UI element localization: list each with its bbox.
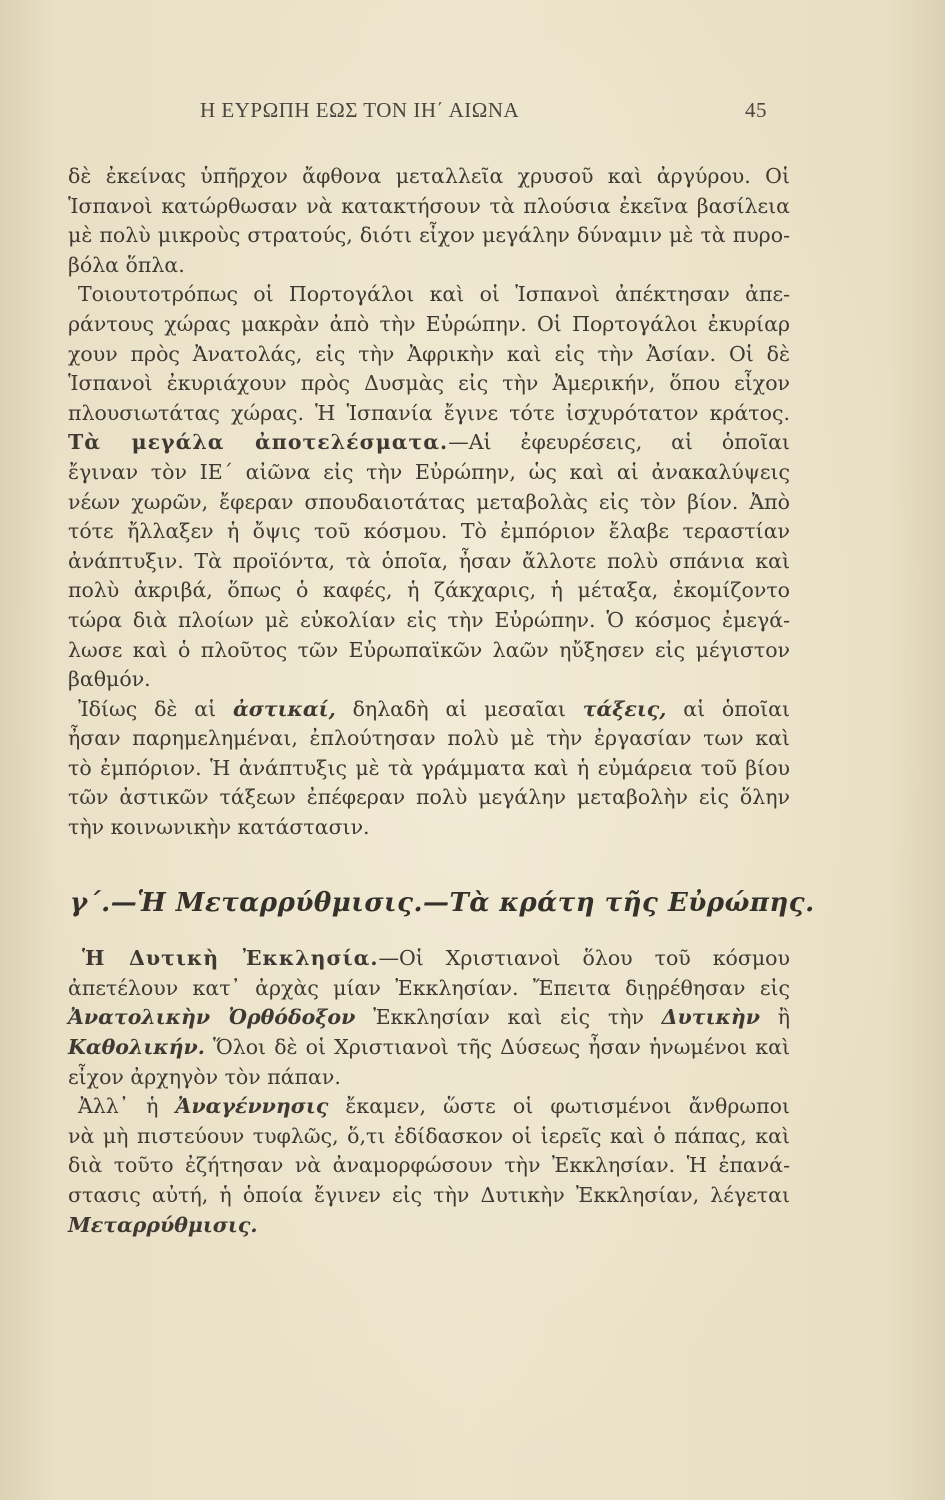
text-line: λωσε καὶ ὁ πλοῦτος τῶν Εὐρωπαϊκῶν λαῶν ηὔξησεν εἰς μέγιστον — [68, 637, 790, 662]
text-run: Ἐκκλησίαν καὶ εἰς τὴν — [355, 1005, 662, 1030]
text-line: χουν πρὸς Ἀνατολάς, εἰς τὴν Ἀφρικὴν καὶ εἰς τὴν Ἀσίαν. Οἱ δὲ — [68, 341, 790, 366]
text-line: βόλα ὅπλα. — [68, 252, 185, 277]
text-line: πολὺ ἀκριβά, ὅπως ὁ καφές, ἡ ζάκχαρις, ἡ μέταξα, ἐκομίζοντο — [68, 578, 790, 603]
section-spacer — [68, 843, 790, 889]
subheading-western-church: Ἡ Δυτικὴ Ἐκκλησία. — [82, 946, 379, 971]
text-line: βαθμόν. — [68, 667, 151, 692]
text-run: δηλαδὴ αἱ μεσαῖαι — [335, 696, 583, 721]
running-header — [0, 98, 945, 128]
text-run: Ἀλλ᾽ ἡ — [78, 1094, 176, 1119]
text-line: διὰ τοῦτο ἐζήτησαν νὰ ἀναμορφώσουν τὴν Ἐκκλησίαν. Ἡ ἐπανά- — [68, 1153, 790, 1178]
text-line: νέων χωρῶν, ἔφεραν σπουδαιοτάτας μεταβολὰς εἰς τὸν βίον. Ἀπὸ — [68, 489, 790, 514]
section-spacer — [68, 918, 790, 944]
text-line — [68, 1003, 790, 1033]
subheading-great-results: Τὰ μεγάλα ἀποτελέσματα. — [68, 430, 449, 455]
header-title: Η ΕΥΡΩΠΗ ΕΩΣ ΤΟΝ ΙΗ΄ ΑΙΩΝΑ — [200, 98, 520, 122]
text-line — [68, 280, 790, 310]
text-line: ἀνάπτυξιν. Τὰ προϊόντα, τὰ ὁποῖα, ἦσαν ἄλλοτε πολὺ σπάνια καὶ — [68, 548, 790, 573]
text-run: ἢ — [759, 1005, 790, 1030]
text-line: δὲ ἐκείνας ὑπῆρχον ἄφθονα μεταλλεῖα χρυσοῦ καὶ ἀργύρου. Οἱ — [68, 164, 790, 188]
text-run: αἱ ὁποῖαι — [666, 696, 790, 721]
text-line: τὴν κοινωνικὴν κατάστασιν. — [68, 815, 370, 840]
emphasis-astikai: ἀστικαί, — [232, 696, 336, 721]
text-run: Ἰδίως δὲ αἱ — [78, 696, 233, 721]
emphasis-reformation: Μεταρρύθμισις. — [68, 1212, 258, 1237]
text-run: Ὅλοι δὲ οἱ Χριστιανοὶ τῆς Δύσεως ἦσαν ἡνωμένοι καὶ — [204, 1035, 790, 1060]
text-run: ἔκαμεν, ὥστε οἱ φωτισμένοι ἄνθρωποι — [328, 1094, 790, 1119]
emphasis-orthodox: Ἀνατολικὴν Ὀρθόδοξον — [68, 1005, 356, 1030]
text-line: νὰ μὴ πιστεύουν τυφλῶς, ὅ,τι ἐδίδασκον οἱ ἱερεῖς καὶ ὁ πάπας, καὶ — [68, 1123, 790, 1148]
text-line — [68, 1092, 790, 1122]
text-line — [68, 1033, 790, 1063]
text-line — [68, 944, 790, 974]
text-line: ἦσαν παρημελημέναι, ἐπλούτησαν πολὺ μὲ τὴν ἐργασίαν των καὶ — [68, 726, 790, 751]
text-line: Ἱσπανοὶ ἐκυριάχουν πρὸς Δυσμὰς εἰς τὴν Ἀμερικήν, ὅπου εἶχον — [68, 371, 790, 396]
emphasis-catholic: Καθολικήν. — [68, 1035, 205, 1060]
text-line: τότε ἤλλαξεν ἡ ὄψις τοῦ κόσμου. Τὸ ἐμπόριον ἔλαβε τεραστίαν — [68, 519, 790, 544]
emphasis-western: Δυτικὴν — [661, 1005, 760, 1030]
text-line: τώρα διὰ πλοίων μὲ εὐκολίαν εἰς τὴν Εὐρώπην. Ὁ κόσμος ἐμεγά- — [68, 607, 790, 632]
text-line — [68, 428, 790, 458]
body-text — [68, 162, 815, 1240]
text-line: εἶχον ἀρχηγὸν τὸν πάπαν. — [68, 1064, 341, 1089]
paragraph-start: Τοιουτοτρόπως οἱ Πορτογάλοι καὶ οἱ Ἱσπανοὶ ἀπέκτησαν ἀπε- — [78, 282, 790, 307]
text-line: Ἱσπανοὶ κατώρθωσαν νὰ κατακτήσουν τὰ πλούσια ἐκεῖνα βασίλεια — [68, 193, 790, 218]
text-line — [68, 695, 790, 725]
page-number: 45 — [745, 98, 767, 122]
text-line: τὸ ἐμπόριον. Ἡ ἀνάπτυξις μὲ τὰ γράμματα καὶ ἡ εὐμάρεια τοῦ βίου — [68, 755, 790, 780]
text-line: πλουσιωτάτας χώρας. Ἡ Ἱσπανία ἔγινε τότε ἰσχυρότατον κράτος. — [68, 400, 790, 425]
text-line: ἀπετέλουν κατ᾽ ἀρχὰς μίαν Ἐκκλησίαν. Ἔπειτα διῃρέθησαν εἰς — [68, 975, 790, 1000]
text-line: μὲ πολὺ μικροὺς στρατούς, διότι εἶχον μεγάλην δύναμιν μὲ τὰ πυρο- — [68, 223, 790, 248]
emphasis-taxeis: τάξεις, — [582, 696, 667, 721]
text-line: ράντους χώρας μακρὰν ἀπὸ τὴν Εὐρώπην. Οἱ Πορτογάλοι ἐκυρίαρ — [68, 311, 790, 336]
text-run: —Αἱ ἐφευρέσεις, αἱ ὁποῖαι — [448, 430, 791, 455]
text-line: στασις αὐτή, ἡ ὁποία ἔγινεν εἰς τὴν Δυτικὴν Ἐκκλησίαν, λέγεται — [68, 1183, 790, 1207]
text-run: —Οἱ Χριστιανοὶ ὅλου τοῦ κόσμου — [378, 946, 790, 971]
text-line: ἔγιναν τὸν ΙΕ΄ αἰῶνα εἰς τὴν Εὐρώπην, ὡς καὶ αἱ ἀνακαλύψεις — [68, 459, 790, 484]
section-heading: γ΄.—Ἡ Μεταρρύθμισις.—Τὰ κράτη τῆς Εὐρώπης. — [70, 887, 815, 918]
text-line: τῶν ἀστικῶν τάξεων ἐπέφεραν πολὺ μεγάλην μεταβολὴν εἰς ὅλην — [68, 785, 790, 810]
emphasis-renaissance: Ἀναγέννησις — [175, 1094, 329, 1119]
